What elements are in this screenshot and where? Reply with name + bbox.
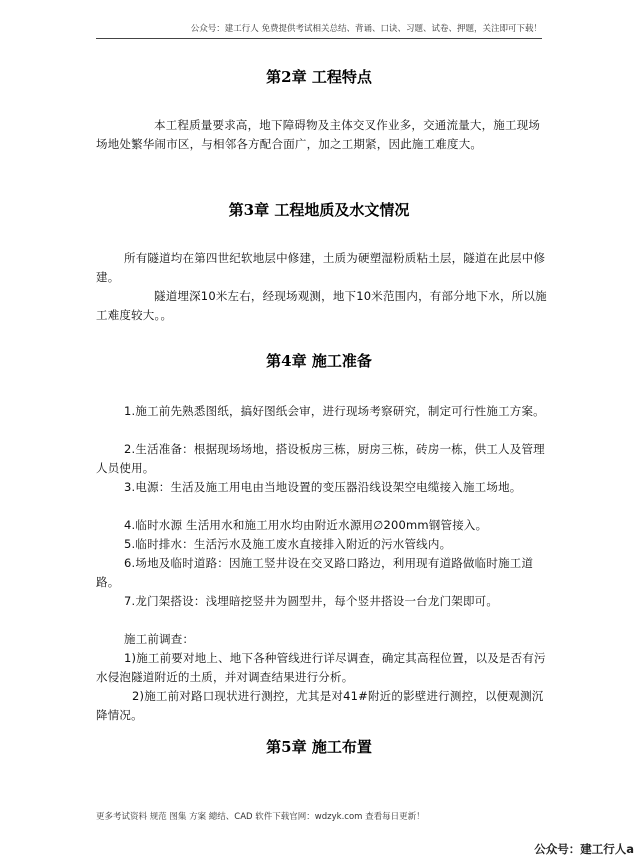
page-header: 公众号：建工行人 免费提供考试相关总结、背诵、口诀、习题、试卷、押题，关注即可下载！ [96,22,542,39]
survey-item-2: 2)施工前对路口现状进行测控，尤其是对41#附近的影壁进行测控，以便观测沉降情况。 [96,689,544,722]
chapter-4-item-4: 4.临时水源 生活用水和施工用水均由附近水源用∅200mm钢管接入。 [124,518,488,532]
chapter-3-paragraph-1: 所有隧道均在第四世纪软地层中修建，土质为硬塑湿粉质粘土层，隧道在此层中修建。 [96,251,546,284]
chapter-3-paragraph-2: 隧道埋深10米左右，经现场观测，地下10米范围内，有部分地下水，所以施工难度较大。。 [96,289,547,322]
chapter-4-item-6: 6.场地及临时道路：因施工竖井设在交叉路口路边，利用现有道路做临时施工道路。 [96,556,534,589]
chapter-2-paragraph: 本工程质量要求高，地下障碍物及主体交叉作业多，交通流量大，施工现场场地处繁华闹市区，与相邻各方配合面广，加之工期紧，因此施工难度大。 [96,118,541,151]
chapter-5-title: 第5章 施工布置 [266,738,372,756]
chapter-4-item-7: 7.龙门架搭设：浅埋暗挖竖井为圆型井，每个竖井搭设一台龙门架即可。 [124,594,499,608]
chapter-3-title: 第3章 工程地质及水文情况 [228,201,410,219]
chapter-4-title: 第4章 施工准备 [266,352,372,370]
chapter-2-title: 第2章 工程特点 [266,68,372,86]
page-footer: 更多考试资料 规范 图集 方案 總结、CAD 软件下载官网：wdzyk.com 查看每日更新！ [96,812,425,822]
survey-title: 施工前调查： [124,632,195,646]
survey-item-1: 1)施工前要对地上、地下各种管线进行详尽调查，确定其高程位置，以及是否有污水侵泡隧道附近的土质，并对调查结果进行分析。 [96,651,546,684]
corner-watermark: 公众号：建工行人a [534,842,634,856]
chapter-4-item-3: 3.电源：生活及施工用电由当地设置的变压器沿线设架空电缆接入施工场地。 [124,480,522,494]
chapter-4-item-2: 2.生活准备：根据现场场地，搭设板房三栋，厨房三栋，砖房一栋，供工人及管理人员使用。 [96,442,545,475]
chapter-4-item-5: 5.临时排水：生活污水及施工废水直接排入附近的污水管线内。 [124,537,452,551]
chapter-4-item-1: 1.施工前先熟悉图纸，搞好图纸会审，进行现场考察研究，制定可行性施工方案。 [124,404,545,418]
